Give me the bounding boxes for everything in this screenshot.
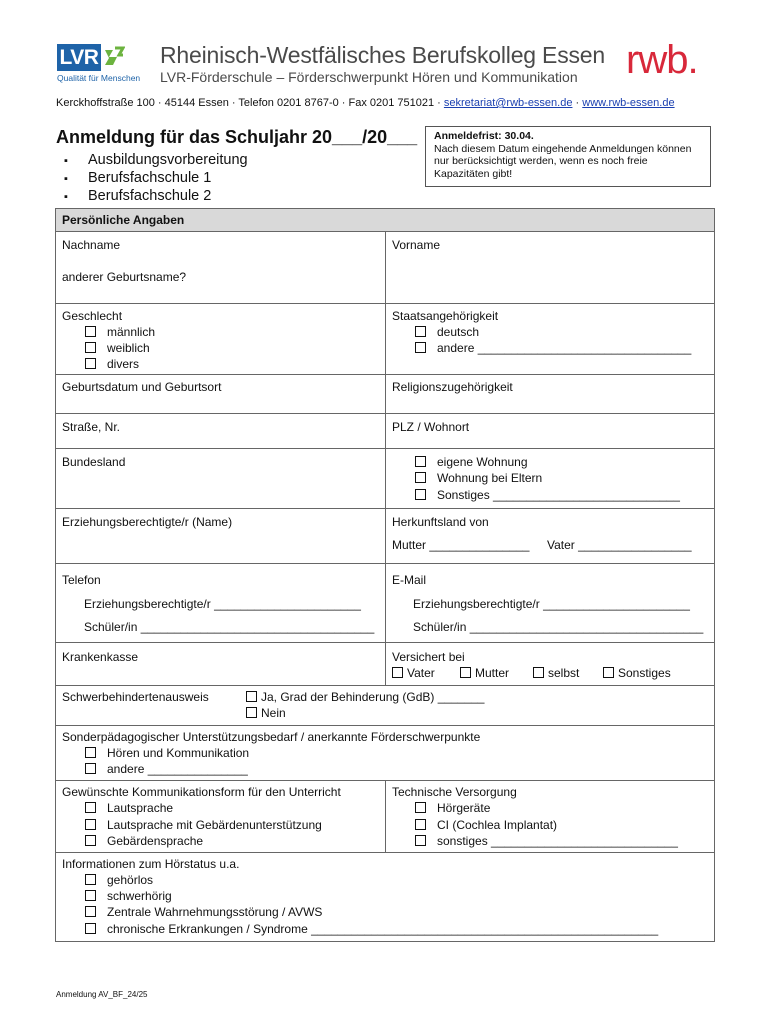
geburtsname-label: anderer Geburtsname? [62, 270, 187, 284]
email-schueler-field[interactable]: Schüler/in ___________________________________ [413, 620, 704, 634]
checkbox-lautsprache[interactable] [85, 801, 173, 815]
checkbox-label: andere ________________________________ [437, 341, 692, 355]
telefon-erziehung-field[interactable]: Erziehungsberechtigte/r ______________________ [84, 597, 361, 611]
checkbox-label: gehörlos [107, 873, 154, 887]
deadline-title: Anmeldefrist: 30.04. [434, 130, 534, 142]
checkbox-weiblich[interactable] [85, 341, 150, 355]
plz-label: PLZ / Wohnort [392, 420, 470, 434]
checkbox-label: Ja, Grad der Behinderung (GdB) _______ [261, 690, 485, 704]
deadline-notice [425, 126, 711, 187]
lvr-logo [57, 44, 141, 86]
checkbox-hoeren-kommunikation[interactable] [85, 746, 249, 760]
checkbox-gdb-nein[interactable] [246, 706, 286, 720]
checkbox-label: Wohnung bei Eltern [437, 471, 543, 485]
form-title: Anmeldung für das Schuljahr 20___/20___ [56, 127, 418, 147]
contact-line [56, 97, 675, 109]
lvr-logo-subtitle: Qualität für Menschen [57, 73, 141, 83]
school-name: Rheinisch-Westfälisches Berufskolleg Essen [160, 42, 605, 68]
strasse-label: Straße, Nr. [62, 420, 121, 434]
checkbox-wohnung-eltern[interactable] [415, 471, 542, 485]
checkbox-label: selbst [548, 666, 580, 680]
telefon-schueler-field[interactable]: Schüler/in ___________________________________ [84, 620, 375, 634]
checkbox-label: Vater [407, 666, 435, 680]
checkbox-gdb-ja[interactable] [246, 690, 484, 704]
checkbox-chronisch[interactable] [85, 922, 658, 936]
checkbox-avws[interactable] [85, 905, 322, 919]
list-item: ▪ Berufsfachschule 2 [64, 188, 248, 206]
checkbox-label: Lautsprache mit Gebärdenunterstützung [107, 818, 322, 832]
checkbox-deutsch[interactable] [415, 325, 479, 339]
footer-code: Anmeldung AV_BF_24/25 [56, 990, 148, 999]
checkbox-schwerhoerig[interactable] [85, 889, 172, 903]
checkbox-staat-andere[interactable] [415, 341, 691, 355]
geschlecht-label: Geschlecht [62, 309, 123, 323]
checkbox-label: sonstiges ____________________________ [437, 834, 678, 848]
telefon-label: Telefon [62, 573, 101, 587]
checkbox-label: CI (Cochlea Implantat) [437, 818, 558, 832]
checkbox-label: deutsch [437, 325, 480, 339]
checkbox-label: Hören und Kommunikation [107, 746, 250, 760]
checkbox-label: Hörgeräte [437, 801, 491, 815]
checkbox-label: weiblich [107, 341, 150, 355]
checkbox-label: männlich [107, 325, 156, 339]
checkbox-label: andere _______________ [107, 762, 248, 776]
hoerstatus-label: Informationen zum Hörstatus u.a. [62, 857, 240, 871]
staat-label: Staatsangehörigkeit [392, 309, 499, 323]
checkbox-label: schwerhörig [107, 889, 172, 903]
checkbox-vers-sonstiges[interactable] [603, 666, 671, 680]
geburt-label: Geburtsdatum und Geburtsort [62, 380, 222, 394]
checkbox-label: chronische Erkrankungen / Syndrome ____________________________________________________ [107, 922, 659, 936]
list-item: ▪ Ausbildungsvorbereitung [64, 152, 248, 170]
section-header: Persönliche Angaben [55, 208, 715, 232]
checkbox-eigene-wohnung[interactable] [415, 455, 528, 469]
checkbox-hoergeraete[interactable] [415, 801, 490, 815]
checkbox-tech-sonstiges[interactable] [415, 834, 678, 848]
vorname-label: Vorname [392, 238, 441, 252]
vater-field[interactable]: Vater _________________ [547, 538, 692, 552]
contact-separator: · [572, 97, 583, 109]
kommunikation-label: Gewünschte Kommunikationsform für den Unterricht [62, 785, 341, 799]
checkbox-sonderpaed-andere[interactable] [85, 762, 248, 776]
checkbox-label: eigene Wohnung [437, 455, 528, 469]
religion-label: Religionszugehörigkeit [392, 380, 513, 394]
checkbox-divers[interactable] [85, 357, 139, 371]
checkbox-ci[interactable] [415, 818, 557, 832]
school-subtitle: LVR-Förderschule – Förderschwerpunkt Hören und Kommunikation [160, 69, 578, 85]
checkbox-lautsprache-gebaerden[interactable] [85, 818, 322, 832]
checkbox-selbst[interactable] [533, 666, 579, 680]
herkunft-label: Herkunftsland von [392, 515, 489, 529]
krankenkasse-label: Krankenkasse [62, 650, 139, 664]
versichert-label: Versichert bei [392, 650, 465, 664]
checkbox-label: divers [107, 357, 140, 371]
contact-address: Kerckhoffstraße 100 · 45144 Essen · Telefon 0201 8767-0 · Fax 0201 751021 · [56, 97, 444, 109]
checkbox-label: Nein [261, 706, 286, 720]
logo-mark-icon [103, 46, 125, 69]
sonderpaed-label: Sonderpädagogischer Unterstützungsbedarf / anerkannte Förderschwerpunkte [62, 730, 481, 744]
technik-label: Technische Versorgung [392, 785, 517, 799]
checkbox-gehoerlos[interactable] [85, 873, 153, 887]
list-item: ▪ Berufsfachschule 1 [64, 170, 248, 188]
nachname-label: Nachname [62, 238, 121, 252]
schwerbehindert-label: Schwerbehindertenausweis [62, 690, 209, 704]
checkbox-mutter[interactable] [460, 666, 509, 680]
school-type-list [64, 152, 248, 206]
bundesland-label: Bundesland [62, 455, 126, 469]
deadline-text: Nach diesem Datum eingehende Anmeldungen können nur berücksichtigt werden, wenn es noch freie Kapazitäten gibt! [434, 142, 692, 180]
email-erziehung-field[interactable]: Erziehungsberechtigte/r ______________________ [413, 597, 690, 611]
mutter-field[interactable]: Mutter _______________ [392, 538, 530, 552]
checkbox-label: Lautsprache [107, 801, 174, 815]
email-label: E-Mail [392, 573, 427, 587]
checkbox-label: Sonstiges ____________________________ [437, 488, 680, 502]
email-link[interactable]: sekretariat@rwb-essen.de [443, 97, 573, 109]
checkbox-vater[interactable] [392, 666, 435, 680]
checkbox-label: Mutter [475, 666, 510, 680]
rwb-logo: rwb. [626, 38, 698, 82]
website-link[interactable]: www.rwb-essen.de [582, 97, 675, 109]
checkbox-wohnung-sonstiges[interactable] [415, 488, 680, 502]
checkbox-maennlich[interactable] [85, 325, 155, 339]
checkbox-gebaerdensprache[interactable] [85, 834, 203, 848]
checkbox-label: Sonstiges [618, 666, 671, 680]
lvr-logo-text: LVR [57, 44, 101, 71]
checkbox-label: Zentrale Wahrnehmungsstörung / AVWS [107, 905, 323, 919]
erziehung-label: Erziehungsberechtigte/r (Name) [62, 515, 233, 529]
checkbox-label: Gebärdensprache [107, 834, 204, 848]
